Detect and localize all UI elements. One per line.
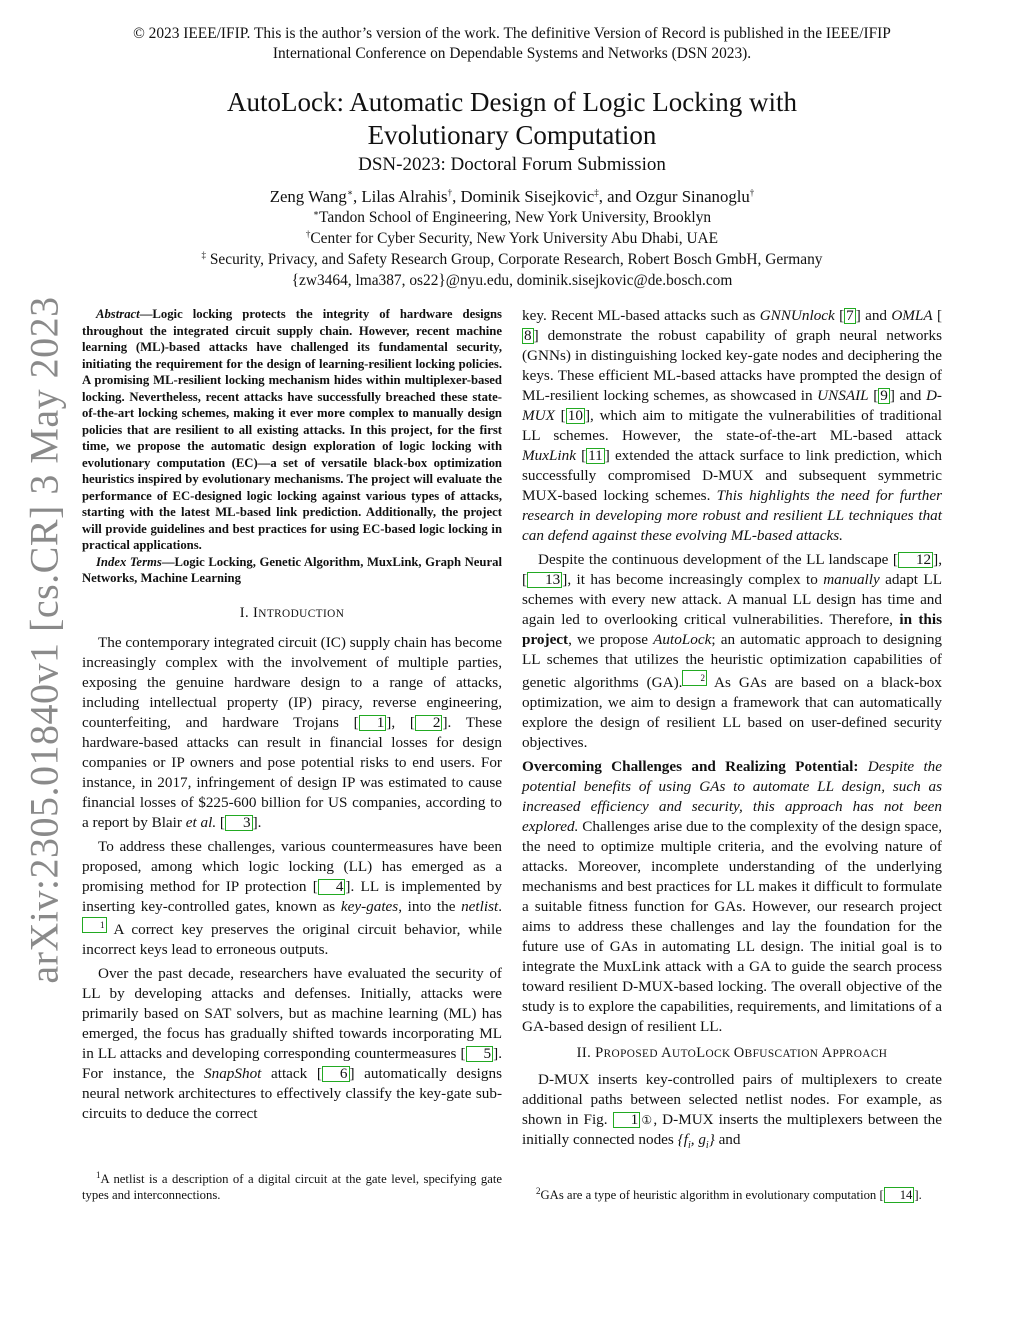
intro-paragraph-1: The contemporary integrated circuit (IC) supply chain has become increasingly complex with the involvement of multiple parties, exposing the genuine hardware design to a range of attacks, including intellectual property (IP) piracy, reverse engineering, counterfeiting, and hardware Trojans [ 1 ], [ 2 ]. These hardware-based attacks can result in financial losses for design companies or IP owners and pose potential risks to end users. For instance, in 2017, infringement of design IP was estimated to cause financial losses of $225-600 billion for US companies, according to a report by Blair et al. [ 3 ]. [82,633,503,831]
index-terms-text: —Logic Locking, Genetic Algorithm, MuxLink, Graph Neural Networks, Machine Learning [82,554,502,585]
affiliation-3 [100,250,924,270]
footnote-mark: 2 [536,1185,541,1196]
figure-link[interactable]: 1 [613,1112,641,1128]
footnote-link[interactable]: 1 [82,917,107,933]
citation-link[interactable]: 3 [225,815,253,831]
author-name: Dominik Sisejkovic [460,187,595,206]
author-mark: ∗ [346,187,353,198]
affiliation-2 [100,229,924,249]
copyright-line-1: © 2023 IEEE/IFIP. This is the author’s version of the work. The definitive Version of Record is published in the IEEE/IFIP [133,25,891,42]
abstract-text: —Logic locking protects the integrity of hardware designs throughout the integrated circuit supply chain. However, recent machine learning (ML)-based attacks have challenged its fundamental security, initiating the requirement for the design of learning-resilient locking policies. A promising ML-resilient locking mechanism hides within multiplexer-based locking. Nevertheless, recent attacks have successfully breached these state-of-the-art locking schemes, making it ever more complex to manually design policies that are resilient to all existing attacks. In this project, for the first time, we propose the automatic design exploration of logic locking with evolutionary computation (EC)—a set of versatile black-box optimization heuristics inspired by evolutionary mechanisms. The project will evaluate the performance of EC-designed logic locking against various types of attacks, starting with the latest ML-based link prediction. Additionally, the project will provide guidelines and best practices for using EC-based logic locking in practical applications. [82,307,502,552]
citation-link[interactable]: 14 [884,1187,915,1203]
footnote-link[interactable]: 2 [682,670,707,686]
section-number: I. [239,604,254,621]
affiliation-mark: ‡ [201,249,207,260]
citation-link[interactable]: 11 [588,447,603,464]
paper-title [150,86,874,152]
footnote-2: $^2$GAs are a type of heuristic algorithm in evolutionary computation [ 14 ]. [536,1185,922,1202]
footnote-1 [82,1171,502,1203]
intro-paragraph-2: To address these challenges, various countermeasures have been proposed, among which logic locking (LL) has emerged as a promising method for IP protection [ 4 ]. LL is implemented by inserting key-controlled gates, known as key-gates, into the netlist.$^1$ A correct key preserves the original circuit behavior, while incorrect keys lead to erroneous outputs. [82,837,502,958]
author-name: Lilas Alrahis [361,187,448,206]
section-heading-approach: II. PROPOSED AUTOLOCK OBFUSCATION APPROACH [576,1045,888,1062]
citation-link[interactable]: 13 [527,572,562,588]
author-list: Zeng Wang∗, Lilas Alrahis†, Dominik Sisejkovic‡, and Ozgur Sinanoglu† [269,187,755,206]
arxiv-identifier: arXiv:2305.01840v1 [cs.CR] 3 May 2023 [21,296,67,984]
section-heading-introduction [82,603,502,624]
left-column [82,306,502,1128]
footnote-text: GAs are a type of heuristic algorithm in evolutionary computation [540,1188,880,1202]
author-name: Zeng Wang [269,187,347,206]
author-mark: † [447,187,453,198]
title-line-1: AutoLock: Automatic Design of Logic Locking with [227,87,797,117]
citation-link[interactable]: 7 [846,307,854,324]
abstract [82,306,502,554]
affiliation-1 [100,208,924,228]
title-line-2: Evolutionary Computation [367,120,657,150]
approach-paragraph-1: D-MUX inserts key-controlled pairs of multiplexers to create additional paths between selected netlist nodes. For example, as shown in Fig. 1 ①, D-MUX inserts the multiplexers between the initially connected nodes {$f_i$, $g_i$} and [522,1071,943,1152]
affiliation-text: Security, Privacy, and Safety Research Group, Corporate Research, Robert Bosch GmbH, Germany [209,251,823,268]
footnote-mark: 1 [96,1169,101,1180]
right-paragraph-3: Overcoming Challenges and Realizing Potential: Despite the potential benefits of using GAs to automate LL design, such as increased efficiency and security, this approach has not been explored. Challenges arise due to the complexity of the design space, the need to optimize multiple criteria, and the evolving nature of attacks. Moreover, incomplete understanding of the underlying mechanisms and best practices for LL makes it difficult to formulate a suitable fitness function for GAs. However, our research project aims to address these challenges and lay the foundation for the future use of GAs in automating LL design. The initial goal is to integrate the MuxLink attack with a GA to guide the search process toward resilient D-MUX-based locking. The overall objective of the study is to explore the capabilities, requirements, and limitations of a GA-based design of resilient LL. [522,758,943,1036]
citation-link[interactable]: 2 [415,715,443,731]
abstract-label: Abstract [96,307,140,321]
citation-link[interactable]: 4 [318,879,346,895]
right-paragraph-1: key. Recent ML-based attacks such as GNNUnlock [ 7 ] and OMLA [8 ] demonstrate the robust capability of graph neural networks (GNNs) in distinguishing locked key-gate nodes and deciphering the keys. These efficient ML-based attacks have prompted the design of ML-resilient locking schemes, as showcased in UNSAIL [ 9 ] and D-MUX [ 10 ], which aim to mitigate the vulnerabilities of traditional LL schemes. However, the state-of-the-art ML-based attack MuxLink [ 11 ] extended the attack surface to link prediction, which successfully compromised D-MUX and subsequent symmetric MUX-based locking schemes. This highlights the need for further research in developing more robust and resilient LL techniques that can defend against these evolving ML-based attacks. [522,307,942,544]
copyright-notice [60,24,964,64]
author-mark: ‡ [594,187,599,198]
footnote-text: A netlist is a description of a digital circuit at the gate level, specifying gate types and interconnections. [82,1172,502,1202]
index-terms-label: Index Terms [96,554,162,569]
citation-link[interactable]: 9 [880,387,888,404]
author-mark: † [749,187,755,198]
citation-link[interactable]: 12 [898,552,933,568]
citation-link[interactable]: 8 [524,327,532,344]
citation-link[interactable]: 5 [466,1046,494,1062]
affiliation-text: Tandon School of Engineering, New York University, Brooklyn [319,209,712,226]
right-paragraph-2: Despite the continuous development of the LL landscape [ 12 ], [ 13 ], it has become increasingly complex to manually adapt LL schemes with every new attack. A manual LL design has time and again led to overlooking critical vulnerabilities. Therefore, in this project, we propose AutoLock; an automatic approach to designing LL schemes that utilizes the heuristic optimization capabilities of genetic algorithms (GA). $^2$ As GAs are based on a black-box optimization, we aim to design a framework that can automatically explore the design of resilient LL based on user-defined security objectives. [522,551,943,752]
affiliation-text: Center for Cyber Security, New York University Abu Dhabi, UAE [310,230,719,247]
citation-link[interactable]: 6 [322,1066,350,1082]
copyright-line-2: International Conference on Dependable Systems and Networks (DSN 2023). [272,45,752,62]
section-initial: I [253,604,259,621]
intro-paragraph-3: Over the past decade, researchers have evaluated the security of LL by developing attacks and defenses. Initially, attacks were primarily based on SAT solvers, but as machine learning (ML) has emerged, the focus has gradually shifted towards incorporating ML in LL attacks and developing corresponding countermeasures [ 5 ]. For instance, the SnapShot attack [ 6 ] automatically designs neural network architectures to effectively classify the key-gate sub-circuits to deduce the correct [82,964,502,1122]
affiliation-mark: † [305,228,311,239]
index-terms [82,554,502,587]
affiliation-mark: ∗ [312,207,320,218]
right-column [522,306,942,1160]
citation-link[interactable]: 1 [359,715,387,731]
section-title-rest: NTRODUCTION [258,607,345,620]
author-emails: {zw3464, lma387, os22}@nyu.edu, dominik.sisejkovic@de.bosch.com [291,272,733,289]
author-name: and Ozgur Sinanoglu [607,187,750,206]
paper-subtitle: DSN-2023: Doctoral Forum Submission [358,154,666,175]
citation-link[interactable]: 10 [567,407,583,424]
